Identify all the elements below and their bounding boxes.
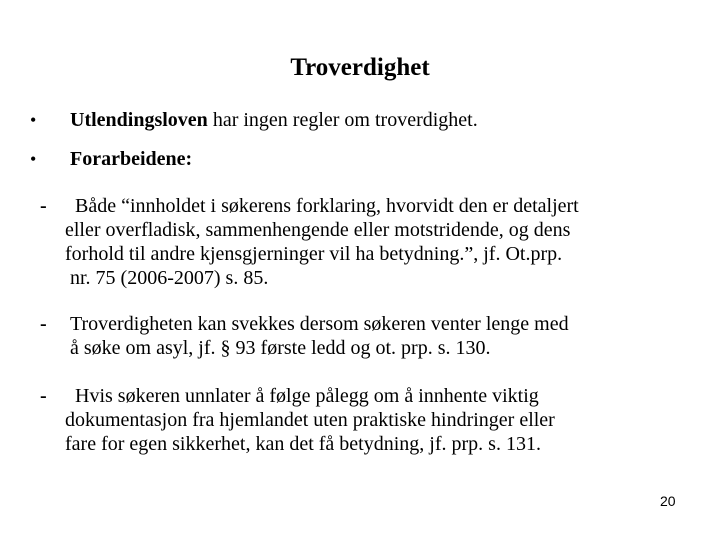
- dash-text: dokumentasjon fra hjemlandet uten praktiske hindringer eller: [65, 409, 555, 431]
- dash-text: nr. 75 (2006-2007) s. 85.: [65, 267, 269, 289]
- dash-icon: -: [40, 313, 47, 335]
- dash-text: Hvis søkeren unnlater å følge pålegg om å innhente viktig: [70, 385, 539, 407]
- bullet-icon: •: [30, 110, 37, 130]
- dash-text: fare for egen sikkerhet, kan det få betydning, jf. prp. s. 131.: [65, 433, 541, 455]
- bullet-item-forarbeidene: [30, 147, 192, 171]
- bullet-text: har ingen regler om troverdighet.: [207, 109, 478, 131]
- dash-text: Troverdigheten kan svekkes dersom søkeren venter lenge med: [70, 313, 569, 335]
- dash-line: [40, 242, 579, 266]
- dash-line: [40, 312, 569, 336]
- dash-item-troverdigheten: [40, 312, 569, 360]
- dash-line: [40, 384, 555, 408]
- bullet-item-utlendingsloven: [30, 108, 478, 132]
- dash-item-hvis-sokeren: [40, 384, 555, 456]
- dash-line: [40, 218, 579, 242]
- bullet-bold-text: Utlendingsloven: [70, 109, 208, 131]
- dash-icon: -: [40, 385, 47, 407]
- page-number: 20: [660, 493, 676, 509]
- dash-line: [40, 432, 555, 456]
- bullet-bold-text: Forarbeidene:: [70, 148, 193, 170]
- dash-line: [40, 408, 555, 432]
- dash-text: Både “innholdet i søkerens forklaring, hvorvidt den er detaljert: [70, 195, 579, 217]
- dash-text: å søke om asyl, jf. § 93 første ledd og ot. prp. s. 130.: [65, 337, 491, 359]
- dash-text: forhold til andre kjensgjerninger vil ha betydning.”, jf. Ot.prp.: [65, 243, 563, 265]
- dash-line: [40, 266, 579, 290]
- slide-title: [0, 52, 720, 84]
- dash-item-innholdet: [40, 194, 579, 290]
- dash-line: [40, 336, 569, 360]
- dash-icon: -: [40, 195, 47, 217]
- dash-text: eller overfladisk, sammenhengende eller motstridende, og dens: [65, 219, 571, 241]
- dash-line: [40, 194, 579, 218]
- slide-title-text: Troverdighet: [290, 54, 430, 81]
- bullet-icon: •: [30, 149, 37, 169]
